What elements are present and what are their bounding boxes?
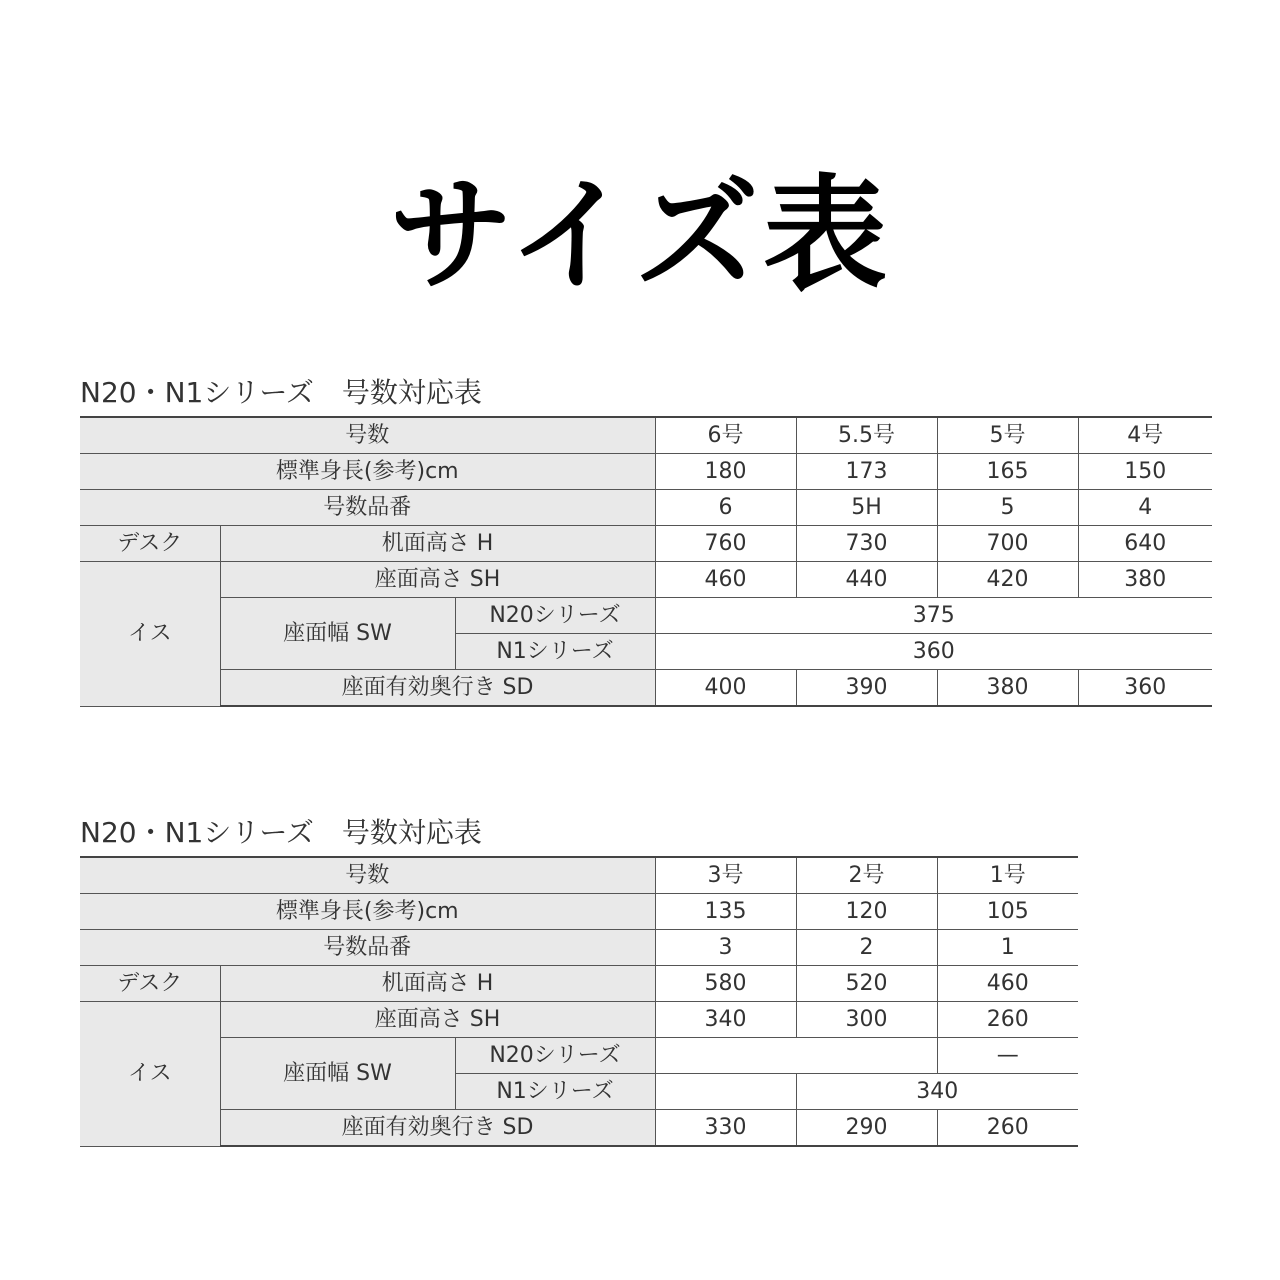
table-cell: 3号 xyxy=(655,857,796,894)
table-cell: 300 xyxy=(796,1002,937,1038)
table-cell: 520 xyxy=(796,966,937,1002)
table-cell: 165 xyxy=(937,454,1078,490)
table-cell: 1号 xyxy=(937,857,1078,894)
table-cell: 260 xyxy=(937,1002,1078,1038)
table-cell: 390 xyxy=(796,670,937,707)
table-row xyxy=(80,526,1212,562)
table-cell: 2号 xyxy=(796,857,937,894)
table-cell: 150 xyxy=(1078,454,1212,490)
table-cell: 730 xyxy=(796,526,937,562)
table-cell: 260 xyxy=(937,1110,1078,1147)
table-row xyxy=(80,1038,1078,1074)
table-cell: 330 xyxy=(655,1110,796,1147)
row-header-desk-height: 机面高さ H xyxy=(220,966,655,1002)
table-cell: 380 xyxy=(937,670,1078,707)
table-title: N20・N1シリーズ 号数対応表 xyxy=(80,816,482,849)
table-cell: 5H xyxy=(796,490,937,526)
table-cell: 6号 xyxy=(655,417,796,454)
table-cell: 360 xyxy=(655,634,1212,670)
table-row xyxy=(80,670,1212,707)
table-cell: 360 xyxy=(1078,670,1212,707)
table-cell xyxy=(655,1038,937,1074)
row-header-seat-height: 座面高さ SH xyxy=(220,1002,655,1038)
table-cell: 4 xyxy=(1078,490,1212,526)
row-header-n1: N1シリーズ xyxy=(455,1074,655,1110)
table-cell: 760 xyxy=(655,526,796,562)
row-group-chair: イス xyxy=(80,562,220,707)
table-cell: 460 xyxy=(655,562,796,598)
table-cell: 6 xyxy=(655,490,796,526)
size-table-section-1 xyxy=(80,376,1212,707)
row-header-size: 号数 xyxy=(80,857,655,894)
table-cell: 5 xyxy=(937,490,1078,526)
row-group-desk: デスク xyxy=(80,966,220,1002)
table-cell: 640 xyxy=(1078,526,1212,562)
size-table-section-2 xyxy=(80,816,1078,1147)
table-cell: 290 xyxy=(796,1110,937,1147)
row-header-height: 標準身長(参考)cm xyxy=(80,454,655,490)
table-row xyxy=(80,857,1078,894)
table-cell: 380 xyxy=(1078,562,1212,598)
table-cell: 105 xyxy=(937,894,1078,930)
row-header-n20: N20シリーズ xyxy=(455,598,655,634)
size-correspondence-table xyxy=(80,856,1078,1147)
table-cell: 5号 xyxy=(937,417,1078,454)
row-header-desk-height: 机面高さ H xyxy=(220,526,655,562)
table-row xyxy=(80,1002,1078,1038)
table-row xyxy=(80,417,1212,454)
table-cell: 135 xyxy=(655,894,796,930)
row-header-seat-height: 座面高さ SH xyxy=(220,562,655,598)
row-group-desk: デスク xyxy=(80,526,220,562)
row-header-n1: N1シリーズ xyxy=(455,634,655,670)
table-row xyxy=(80,930,1078,966)
table-cell: 580 xyxy=(655,966,796,1002)
row-header-seat-depth: 座面有効奥行き SD xyxy=(220,1110,655,1147)
row-header-size: 号数 xyxy=(80,417,655,454)
row-header-code: 号数品番 xyxy=(80,490,655,526)
table-cell: 420 xyxy=(937,562,1078,598)
table-row xyxy=(80,966,1078,1002)
table-cell: 375 xyxy=(655,598,1212,634)
table-cell: 3 xyxy=(655,930,796,966)
table-cell: — xyxy=(937,1038,1078,1074)
table-cell xyxy=(655,1074,796,1110)
table-cell: 5.5号 xyxy=(796,417,937,454)
size-correspondence-table xyxy=(80,416,1212,707)
row-header-seat-width: 座面幅 SW xyxy=(220,598,455,670)
table-row xyxy=(80,454,1212,490)
table-cell: 440 xyxy=(796,562,937,598)
row-header-n20: N20シリーズ xyxy=(455,1038,655,1074)
table-row xyxy=(80,1110,1078,1147)
row-group-chair: イス xyxy=(80,1002,220,1147)
table-cell: 400 xyxy=(655,670,796,707)
table-title: N20・N1シリーズ 号数対応表 xyxy=(80,376,482,409)
table-row xyxy=(80,490,1212,526)
table-row xyxy=(80,894,1078,930)
row-header-height: 標準身長(参考)cm xyxy=(80,894,655,930)
table-cell: 700 xyxy=(937,526,1078,562)
page-title: サイズ表 xyxy=(388,164,892,308)
table-cell: 1 xyxy=(937,930,1078,966)
table-cell: 2 xyxy=(796,930,937,966)
table-cell: 173 xyxy=(796,454,937,490)
table-cell: 120 xyxy=(796,894,937,930)
table-cell: 460 xyxy=(937,966,1078,1002)
row-header-code: 号数品番 xyxy=(80,930,655,966)
table-cell: 4号 xyxy=(1078,417,1212,454)
table-cell: 340 xyxy=(655,1002,796,1038)
row-header-seat-width: 座面幅 SW xyxy=(220,1038,455,1110)
table-cell: 340 xyxy=(796,1074,1078,1110)
row-header-seat-depth: 座面有効奥行き SD xyxy=(220,670,655,707)
table-cell: 180 xyxy=(655,454,796,490)
table-row xyxy=(80,598,1212,634)
table-row xyxy=(80,562,1212,598)
